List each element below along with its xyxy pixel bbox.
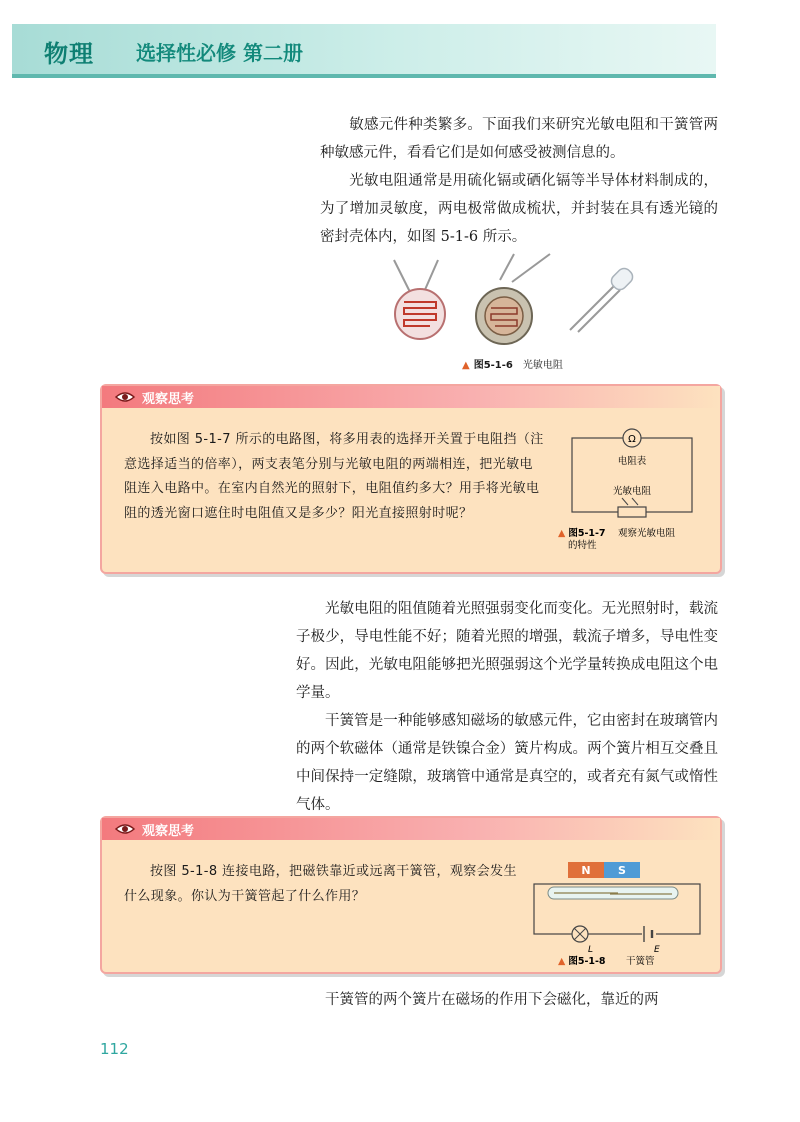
observe-think-box-1-header bbox=[102, 386, 720, 408]
ohmmeter-label: 电阻表 bbox=[617, 456, 647, 467]
figure-5-1-8-number: 图5-1-8 bbox=[568, 956, 606, 967]
photoresistor-flat-drawing bbox=[394, 260, 445, 339]
observe-think-box-2-body bbox=[124, 860, 524, 909]
paragraph-reed-switch bbox=[296, 707, 718, 819]
figure-5-1-7-title-line2: 的特性 bbox=[568, 540, 597, 550]
svg-text:▲ 图5-1-7: ▲ 图5-1-7 bbox=[558, 528, 606, 539]
observe-think-box-1-text: 按如图 5-1-7 所示的电路图，将多用表的选择开关置于电阻挡（注意选择适当的倍率），两支表笔分别与光敏电阻的两端相连，把光敏电阻连入电路中。在室内自然光的照射下，电阻值约多大？用手将光敏电阻的透光窗口遮住时电阻值又是多少？阳光直接照射时呢？ bbox=[124, 432, 544, 521]
figure-5-1-6-image bbox=[380, 250, 660, 350]
observe-think-box-1-title: 观察思考 bbox=[142, 392, 195, 407]
figure-5-1-8-circuit-diagram bbox=[528, 854, 714, 968]
book-title: 物理 bbox=[44, 40, 94, 68]
paragraph-photoresistor-behavior bbox=[296, 595, 718, 707]
ohmmeter-symbol: Ω bbox=[628, 434, 636, 445]
figure-5-1-7-title: 观察光敏电阻 bbox=[618, 528, 676, 539]
svg-text:▲ 图5-1-8: ▲ 图5-1-8 bbox=[558, 956, 606, 967]
paragraph-reed-magnetization-text: 干簧管的两个簧片在磁场的作用下会磁化，靠近的两 bbox=[325, 992, 659, 1008]
photoresistor-led-style-drawing bbox=[570, 266, 635, 332]
lamp-label: L bbox=[588, 945, 594, 955]
figure-5-1-6-caption: ▲ 图5-1-6 光敏电阻 bbox=[462, 360, 563, 371]
observe-think-box-2-text: 按图 5-1-8 连接电路，把磁铁靠近或远离干簧管，观察会发生什么现象。你认为干簧管起了什么作用？ bbox=[124, 864, 517, 904]
magnet-north-label: N bbox=[581, 864, 591, 877]
page-header bbox=[12, 24, 716, 74]
page-number: 112 bbox=[100, 1040, 129, 1058]
photoresistor-metal-case-drawing bbox=[476, 254, 550, 344]
figure-5-1-6-number: 图5-1-6 bbox=[473, 360, 513, 371]
photoresistor-label: 光敏电阻 bbox=[612, 486, 652, 497]
paragraph-intro bbox=[320, 111, 718, 167]
bar-magnet bbox=[568, 862, 640, 878]
observe-think-box-1 bbox=[100, 384, 722, 574]
figure-5-1-7-circuit-diagram bbox=[556, 424, 716, 550]
observe-think-box-1-body bbox=[124, 428, 544, 526]
magnet-south-label: S bbox=[618, 864, 626, 877]
figure-5-1-6-title: 光敏电阻 bbox=[522, 360, 563, 371]
paragraph-photoresistor-text: 光敏电阻通常是用硫化镉或硒化镉等半导体材料制成的，为了增加灵敏度，两电极常做成梳状，并封装在具有透光镜的密封壳体内，如图 5-1-6 所示。 bbox=[320, 173, 718, 245]
book-subtitle: 选择性必修 第二册 bbox=[136, 41, 303, 65]
paragraph-photoresistor bbox=[320, 167, 718, 251]
figure-5-1-7-number: 图5-1-7 bbox=[568, 528, 606, 539]
paragraph-intro-text: 敏感元件种类繁多。下面我们来研究光敏电阻和干簧管两种敏感元件，看看它们是如何感受被测信息的。 bbox=[320, 117, 718, 161]
battery-label: E bbox=[654, 945, 660, 955]
eye-icon bbox=[114, 821, 136, 837]
paragraph-reed-magnetization bbox=[296, 986, 718, 1014]
paragraph-reed-switch-text: 干簧管是一种能够感知磁场的敏感元件，它由密封在玻璃管内的两个软磁体（通常是铁镍合金）簧片构成。两个簧片相互交叠且中间保持一定缝隙，玻璃管中通常是真空的，或者充有氮气或惰性气体。 bbox=[296, 713, 718, 813]
eye-icon bbox=[114, 389, 136, 405]
observe-think-box-2-header bbox=[102, 818, 720, 840]
photoresistor-symbol bbox=[618, 507, 646, 517]
figure-5-1-8-title: 干簧管 bbox=[626, 956, 655, 967]
observe-think-box-2-title: 观察思考 bbox=[142, 824, 195, 839]
observe-think-box-2 bbox=[100, 816, 722, 974]
paragraph-photoresistor-behavior-text: 光敏电阻的阻值随着光照强弱变化而变化。无光照射时，载流子极少，导电性能不好；随着光照的增强，载流子增多，导电性变好。因此，光敏电阻能够把光照强弱这个光学量转换成电阻这个电学量。 bbox=[296, 601, 718, 701]
circuit-loop bbox=[572, 438, 692, 512]
